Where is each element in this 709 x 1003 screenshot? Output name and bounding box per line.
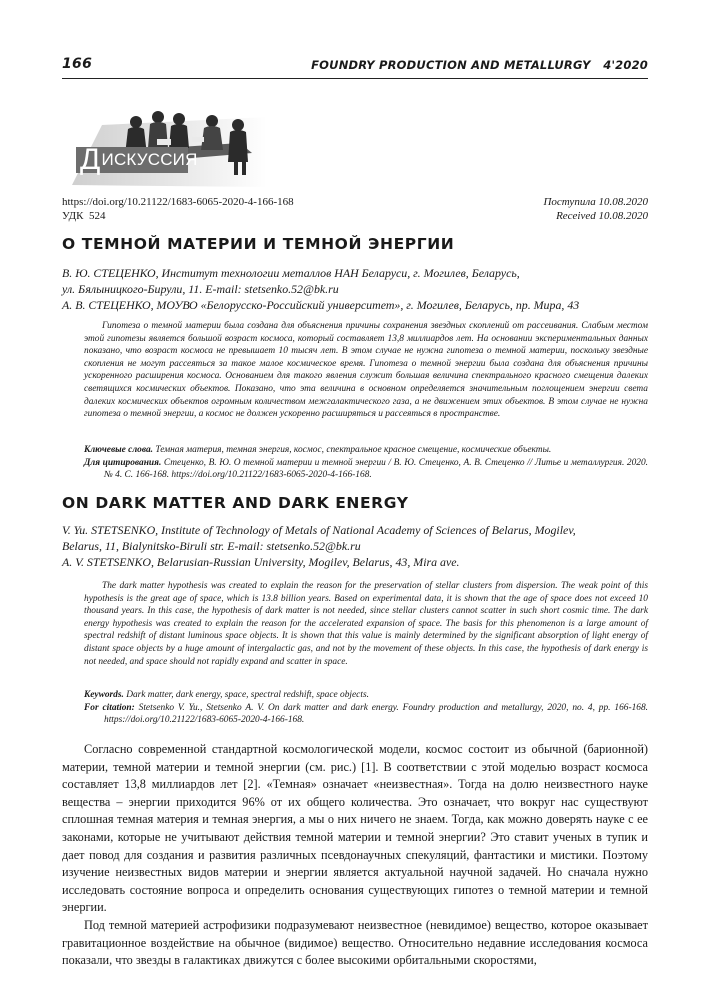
section-label (76, 143, 198, 176)
keywords-ru (84, 444, 648, 457)
authors-ru (62, 265, 648, 313)
received-ru: Поступила 10.08.2020 (543, 196, 648, 208)
title-ru: О ТЕМНОЙ МАТЕРИИ И ТЕМНОЙ ЭНЕРГИИ (62, 235, 455, 253)
abstract-ru-text: Гипотеза о темной материи была создана для объяснения причины сохранения звездных скоплений от рассеивания. Слабым местом этой гипотезы является большой возраст космоса, который составляет 13,8 миллиардов лет. На основании экспериментальных данных показано, что возраст космоса не превышает 10 тысяч лет. В этом случае не нужна гипотеза о темной материи, поскольку звездные скопления не могут рассеяться за такое малое космическое время. Гипотеза о темной энергии была создана для объяснения причины ускоренного расширения космоса. Основанием для такого явления служит большая величина спектрального красного смещения далеких светящихся космических объектов. Показано, что эта величина в основном определяется значительным поглощением энергии света далеких космических объектов огромным количеством межгалактического газа, а не движением этих объектов. В этом случае не нужна гипотеза о темной энергии, а космос не должен ускоренно расширяться и рассеяться в пространстве. (84, 321, 648, 420)
abstract-en-text: The dark matter hypothesis was created to explain the reason for the preservation of stellar clusters from dispersion. The weak point of this hypothesis is the great age of space, which is 13.8 billion years. Based on experimental data, it is shown that the age of space does not exceed 10 thousand years. In this case, the hypothesis of dark matter is not needed, since stellar clusters cannot scatter in such short cosmic time. The dark energy hypothesis was created to explain the reason for the accelerated expansion of space. The basis for this phenomenon is a large amount of spectral redshift of distant luminous space objects. It is shown that this value is mainly determined by the significant absorption of light energy of distant space objects by a huge amount of intergalactic gas, and not by the movement of these objects. In this case, the hypothesis of dark energy is not needed, and space should not rapidly expand and scatter in space. (84, 581, 648, 667)
author-line: В. Ю. СТЕЦЕНКО, Институт технологии металлов НАН Беларуси, г. Могилев, Беларусь, (62, 266, 520, 280)
journal-page (62, 0, 648, 1003)
abstract-ru (84, 320, 648, 421)
doi-link[interactable]: https://doi.org/10.21122/1683-6065-2020-4-166-168 (62, 196, 294, 208)
citation-en-label: For citation: (84, 702, 135, 713)
title-en: ON DARK MATTER AND DARK ENERGY (62, 494, 409, 512)
article-identifiers (62, 195, 294, 223)
abstract-en (84, 580, 648, 668)
keywords-block-en (84, 689, 648, 727)
page-number: 166 (62, 56, 93, 72)
citation-en (84, 702, 648, 727)
author-line: А. В. СТЕЦЕНКО, МОУВО «Белорусско-Российский университет», г. Могилев, Беларусь, пр. Мира, 43 (62, 298, 580, 312)
keywords-en (84, 689, 648, 702)
running-header (62, 54, 648, 76)
citation-ru-label: Для цитирования. (84, 457, 162, 468)
author-line: ул. Бялыницкого-Бирули, 11. E-mail: stetsenko.52@bk.ru (62, 282, 339, 296)
citation-ru-text: Стеценко, В. Ю. О темной материи и темной энергии / В. Ю. Стеценко, А. В. Стеценко // Литье и металлургия. 2020. № 4. С. 166-168. https://doi.org/10.21122/1683-6065-2020-4-166-168. (104, 457, 648, 481)
header-rule (62, 78, 648, 79)
authors-en (62, 522, 648, 570)
received-dates (543, 195, 648, 223)
received-en: Received 10.08.2020 (556, 210, 648, 222)
body-paragraph: Согласно современной стандартной космологической модели, космос состоит из обычной (барионной) материи, темной материи и темной энергии (см. рис.) [1]. В соответствии с этой моделью возраст космоса составляет 13,8 миллиардов лет [2]. «Темная» означает «неизвестная». Тогда на долю неизвестного науке вещества – энергии приходится 96% от их общего количества. Это означает, что вокруг нас существуют сплошная темная материя и темная энергия, а мы о них ничего не знаем. Тогда, как можно доверять науке с ее законами, которые не учитывают действия темной материи и темной энергии? Это ставит ученых в тупик и дает повод для создания и развития различных псевдонаучных спекуляций, фантастики и мистики. Поэтому изучение неизвестных видов материи и энергии является актуальной научной задачей. Но сначала нужно исследовать состояние вопроса и определить основания существующих гипотез о темной материи и темной энергии. (62, 742, 648, 915)
keywords-ru-text: Темная материя, темная энергия, космос, спектральное красное смещение, космические объекты. (153, 445, 552, 455)
keywords-ru-label: Ключевые слова. (84, 445, 153, 455)
author-line: Belarus, 11, Bialynitsko-Biruli str. E-mail: stetsenko.52@bk.ru (62, 539, 361, 553)
udc-code: УДК 524 (62, 210, 106, 222)
article-body (62, 741, 648, 970)
citation-en-text: Stetsenko V. Yu., Stetsenko A. V. On dark matter and dark energy. Foundry production and metallurgy, 2020, no. 4, pp. 166-168. https://doi.org/10.21122/1683-6065-2020-4-166-168. (104, 702, 648, 726)
keywords-en-text: Dark matter, dark energy, space, spectral redshift, space objects. (123, 690, 369, 700)
section-label-text: ИСКУССИЯ (101, 150, 198, 169)
author-line: A. V. STETSENKO, Belarusian-Russian University, Mogilev, Belarus, 43, Mira ave. (62, 555, 460, 569)
section-banner (62, 95, 267, 187)
body-paragraph: Под темной материей астрофизики подразумевают неизвестное (невидимое) вещество, которое оказывает гравитационное воздействие на обычное (видимое) вещество. Относительно недавние исследования космоса показали, что звезды в галактиках движутся с более высокими орбитальными скоростями, (62, 917, 648, 968)
journal-title: FOUNDRY PRODUCTION AND METALLURGY 4'2020 (311, 58, 648, 72)
author-line: V. Yu. STETSENKO, Institute of Technology of Metals of National Academy of Sciences of Belarus, Mogilev, (62, 523, 576, 537)
keywords-en-label: Keywords. (84, 690, 124, 700)
citation-ru (84, 457, 648, 482)
section-initial: Д (80, 143, 101, 176)
keywords-block-ru (84, 444, 648, 482)
